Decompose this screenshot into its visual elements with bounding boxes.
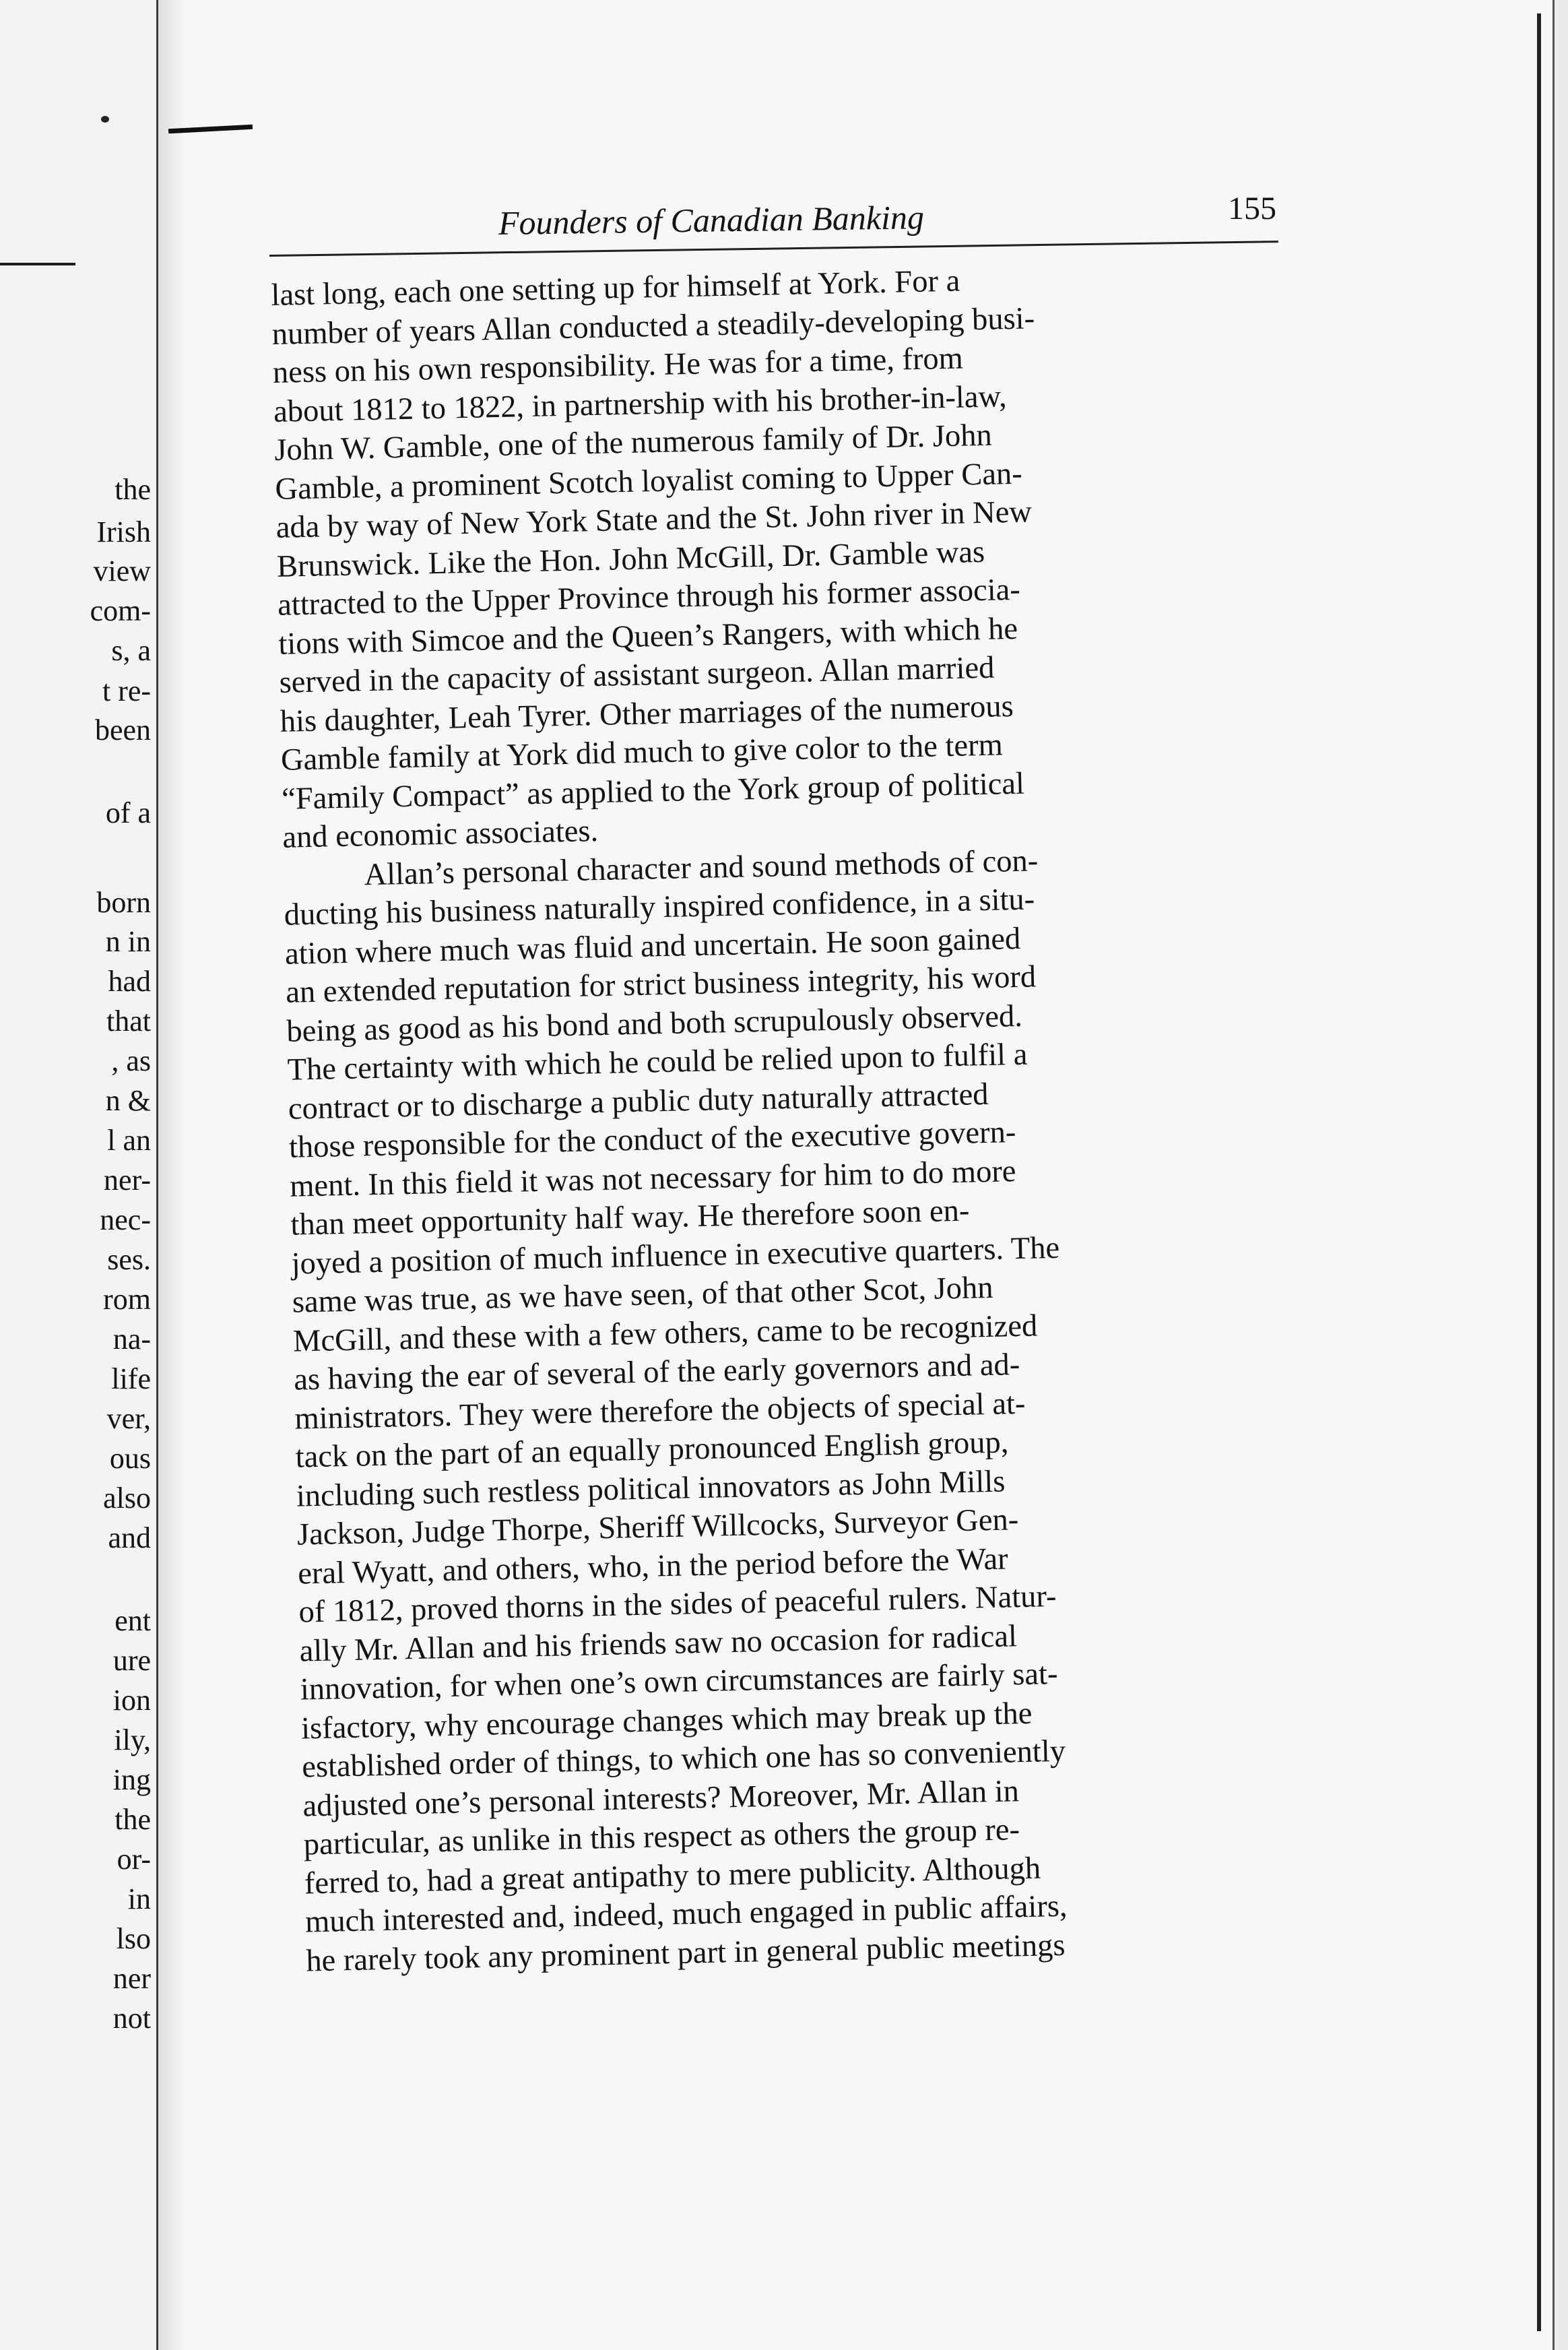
text-line: innovation, for when one’s own circumstances are fairly sat-: [300, 1656, 1058, 1707]
facing-page-fragment: , as: [111, 1044, 151, 1077]
text-line: much interested and, indeed, much engaged in public affairs,: [304, 1888, 1068, 1940]
facing-page-fragment: ion: [112, 1684, 151, 1717]
text-line: ness on his own responsibility. He was for a time, from: [272, 341, 964, 390]
text-line: joyed a position of much influence in executive quarters. The: [291, 1230, 1060, 1281]
text-line: being as good as his bond and both scrupulously observed.: [286, 998, 1023, 1049]
text-line: Jackson, Judge Thorpe, Sheriff Willcocks, Surveyor Gen-: [296, 1502, 1019, 1552]
text-line: ferred to, had a great antipathy to mere publicity. Although: [304, 1851, 1041, 1901]
text-line: established order of things, to which one has so conveniently: [301, 1734, 1066, 1785]
facing-page-fragment: ure: [112, 1644, 151, 1677]
text-line: isfactory, why encourage changes which may break up the: [300, 1696, 1033, 1746]
text-line: “Family Compact” as applied to the York group of political: [281, 766, 1025, 817]
page-edge: [1537, 13, 1541, 2331]
text-line: than meet opportunity half way. He therefore soon en-: [290, 1193, 970, 1242]
text-line: Gamble, a prominent Scotch loyalist coming to Upper Can-: [275, 456, 1023, 507]
text-line: adjusted one’s personal interests? Moreover, Mr. Allan in: [302, 1773, 1020, 1823]
facing-page-fragment: ses.: [107, 1243, 151, 1276]
facing-page-fragment: had: [108, 965, 151, 998]
text-line: ada by way of New York State and the St. John river in New: [275, 495, 1033, 545]
text-line: last long, each one setting up for himself at York. For a: [271, 263, 960, 313]
text-line: same was true, as we have seen, of that other Scot, John: [292, 1270, 993, 1320]
text-line: ally Mr. Allan and his friends saw no occasion for radical: [299, 1618, 1018, 1669]
facing-page-fragment: s, a: [111, 634, 151, 667]
text-line: Gamble family at York did much to give color to the term: [280, 728, 1004, 777]
facing-page-fragment: com-: [90, 594, 151, 627]
gutter-shadow: [158, 0, 185, 2350]
text-line: ation where much was fluid and uncertain. He soon gained: [284, 921, 1021, 972]
page-number: 155: [1228, 191, 1276, 226]
facing-page-fragment: t re-: [102, 674, 151, 707]
text-line: served in the capacity of assistant surgeon. Allan married: [279, 650, 995, 700]
text-line: tions with Simcoe and the Queen’s Rangers, with which he: [277, 611, 1018, 662]
text-line: those responsible for the conduct of the executive govern-: [288, 1115, 1016, 1165]
facing-page-fragment: view: [93, 554, 151, 588]
facing-page-fragment: life: [111, 1362, 151, 1395]
text-line: Brunswick. Like the Hon. John McGill, Dr. Gamble was: [276, 534, 985, 584]
facing-page-fragment: the: [115, 473, 151, 506]
text-line: John W. Gamble, one of the numerous family of Dr. John: [273, 418, 993, 468]
facing-page-fragment: the: [115, 1803, 151, 1836]
facing-page-fragment: in: [127, 1882, 151, 1915]
text-line: his daughter, Leah Tyrer. Other marriages of the numerous: [280, 689, 1014, 739]
text-line: eral Wyatt, and others, who, in the period before the War: [297, 1542, 1009, 1591]
text-line: an extended reputation for strict business integrity, his word: [285, 959, 1037, 1010]
facing-page-fragment: ily,: [114, 1723, 151, 1756]
facing-page-fragment: ver,: [106, 1402, 151, 1435]
facing-page-fragment: ner: [112, 1962, 151, 1995]
facing-page-fragment: n &: [105, 1084, 151, 1117]
margin-ink-dot: [101, 116, 109, 123]
text-line: attracted to the Upper Province through his former associa-: [277, 572, 1021, 623]
facing-page: [0, 0, 156, 2350]
paragraph-first-line: Allan’s personal character and sound methods of con-: [364, 843, 1039, 892]
body-text: [271, 254, 1357, 1980]
facing-page-fragment: been: [94, 713, 151, 747]
facing-page-fragment: and: [108, 1521, 151, 1554]
text-line: particular, as unlike in this respect as others the group re-: [303, 1812, 1020, 1862]
facing-page-fragment: of a: [105, 796, 151, 829]
facing-page-fragment: ous: [109, 1442, 151, 1475]
text-line: number of years Allan conducted a steadily-developing busi-: [271, 300, 1035, 352]
facing-page-fragment: n in: [105, 925, 151, 958]
facing-page-fragment: born: [96, 886, 151, 919]
text-line: including such restless political innovators as John Mills: [296, 1464, 1006, 1514]
page-stack-edge: [1555, 0, 1568, 2350]
text-line: tack on the part of an equally pronounced English group,: [295, 1425, 1009, 1475]
facing-page-fragment: lso: [116, 1922, 151, 1955]
facing-page-fragment: nec-: [100, 1203, 151, 1236]
facing-page-fragment: also: [103, 1482, 151, 1515]
facing-page-fragment: rom: [103, 1283, 151, 1316]
facing-page-fragment: not: [112, 2002, 151, 2035]
running-title: Founders of Canadian Banking: [498, 198, 925, 242]
facing-page-fragment: na-: [112, 1323, 151, 1356]
text-line: The certainty with which he could be relied upon to fulfil a: [287, 1037, 1028, 1087]
text-line: McGill, and these with a few others, came to be recognized: [292, 1308, 1038, 1359]
facing-page-fragment: Irish: [96, 515, 151, 548]
facing-page-fragment: or-: [117, 1843, 151, 1876]
text-line: ment. In this field it was not necessary for him to do more: [289, 1153, 1016, 1204]
facing-page-text-fragments: [22, 0, 156, 2350]
text-line: about 1812 to 1822, in partnership with his brother-in-law,: [273, 379, 1008, 429]
facing-page-fragment: l an: [107, 1124, 151, 1157]
text-line: ministrators. They were therefore the objects of special at-: [294, 1386, 1026, 1436]
facing-page-fragment: ner-: [104, 1164, 151, 1197]
facing-page-fragment: ing: [112, 1763, 151, 1796]
text-line: contract or to discharge a public duty naturally attracted: [288, 1077, 989, 1126]
text-line: as having the ear of several of the early governors and ad-: [293, 1347, 1020, 1397]
text-line: and economic associates.: [282, 814, 599, 855]
facing-page-fragment: ent: [115, 1604, 151, 1637]
text-line: he rarely took any prominent part in general public meetings: [305, 1928, 1066, 1978]
text-line: of 1812, proved thorns in the sides of peaceful rulers. Natur-: [298, 1579, 1057, 1630]
text-line: ducting his business naturally inspired confidence, in a situ-: [284, 882, 1035, 932]
facing-page-fragment: that: [106, 1005, 151, 1038]
